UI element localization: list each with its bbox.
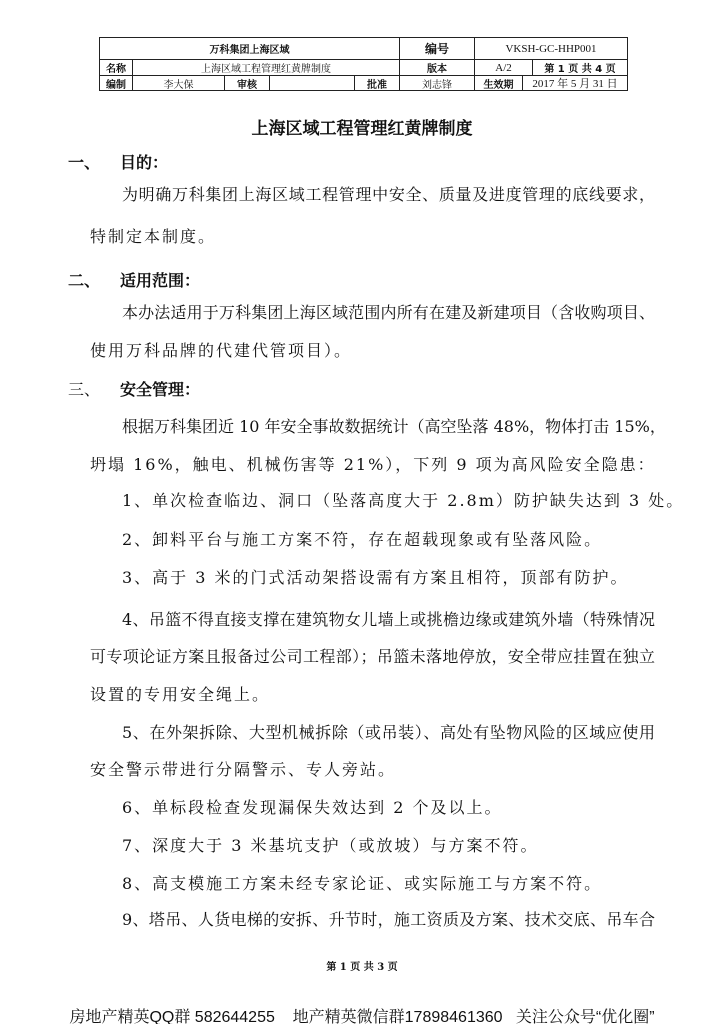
list-item: 2、卸料平台与施工方案不符，存在超载现象或有坠落风险。 (122, 530, 603, 549)
text-line: 坍塌 16%，触电、机械伤害等 21%），下列 9 项为高风险安全隐患： (90, 455, 656, 474)
code-value: VKSH-GC-HHP001 (474, 37, 628, 60)
section-heading-purpose (68, 150, 168, 173)
text-line: 为明确万科集团上海区域工程管理中安全、质量及进度管理的底线要求， (122, 185, 655, 204)
text-line: 特制定本制度。 (90, 227, 217, 246)
version-value: A/2 (474, 59, 533, 76)
code-label: 编号 (399, 37, 475, 60)
list-item: 6、单标段检查发现漏保失效达到 2 个及以上。 (122, 798, 503, 817)
text-line: 使用万科品牌的代建代管项目）。 (90, 341, 353, 360)
section-title: 目的： (120, 153, 169, 172)
text-line: 设置的专用安全绳上。 (90, 685, 271, 704)
org-cell: 万科集团上海区域 (99, 37, 400, 60)
approve-label: 批准 (354, 75, 400, 91)
version-label: 版本 (399, 59, 475, 76)
document-title: 上海区域工程管理红黄牌制度 (251, 119, 473, 139)
list-item: 7、深度大于 3 米基坑支护（或放坡）与方案不符。 (122, 836, 539, 855)
list-item: 3、高于 3 米的门式活动架搭设需有方案且相符，顶部有防护。 (122, 568, 629, 587)
text-line: 根据万科集团近 10 年安全事故数据统计（高空坠落 48%，物体打击 15%， (122, 417, 666, 436)
list-item: 8、高支模施工方案未经专家论证、或实际施工与方案不符。 (122, 874, 603, 893)
review-value (269, 75, 355, 91)
approve-value: 刘志锋 (399, 75, 475, 91)
name-label: 名称 (99, 59, 133, 76)
section-number: 二、 (68, 271, 101, 290)
list-item: 5、在外架拆除、大型机械拆除（或吊装）、高处有坠物风险的区域应使用 (122, 723, 655, 742)
effective-value: 2017 年 5 月 31 日 (522, 75, 628, 91)
text-line: 安全警示带进行分隔警示、专人旁站。 (90, 760, 397, 779)
effective-label: 生效期 (474, 75, 523, 91)
name-value: 上海区域工程管理红黄牌制度 (132, 59, 400, 76)
list-item: 4、吊篮不得直接支撑在建筑物女儿墙上或挑檐边缘或建筑外墙（特殊情况 (122, 610, 655, 629)
section-title: 安全管理： (120, 380, 201, 399)
section-heading-scope (68, 268, 200, 291)
list-item: 1、单次检查临边、洞口（坠落高度大于 2.8m）防护缺失达到 3 处。 (122, 491, 685, 510)
watermark-banner: 房地产精英QQ群 582644255 地产精英微信群17898461360 关注公众号“优化圈” (69, 1009, 655, 1024)
text-line: 本办法适用于万科集团上海区域范围内所有在建及新建项目（含收购项目、 (122, 303, 655, 322)
list-item: 9、塔吊、人货电梯的安拆、升节时，施工资质及方案、技术交底、吊车合 (122, 910, 655, 929)
section-title: 适用范围： (120, 271, 201, 290)
author-value: 李大保 (132, 75, 225, 91)
section-heading-safety (68, 377, 200, 400)
page-info: 第 1 页 共 4 页 (532, 59, 628, 76)
author-label: 编制 (99, 75, 133, 91)
text-line: 可专项论证方案且报备过公司工程部）；吊篮未落地停放，安全带应挂置在独立 (90, 647, 655, 666)
review-label: 审核 (224, 75, 270, 91)
page-footer: 第 1 页 共 3 页 (326, 962, 398, 973)
section-number: 三、 (68, 380, 101, 399)
section-number: 一、 (68, 153, 101, 172)
